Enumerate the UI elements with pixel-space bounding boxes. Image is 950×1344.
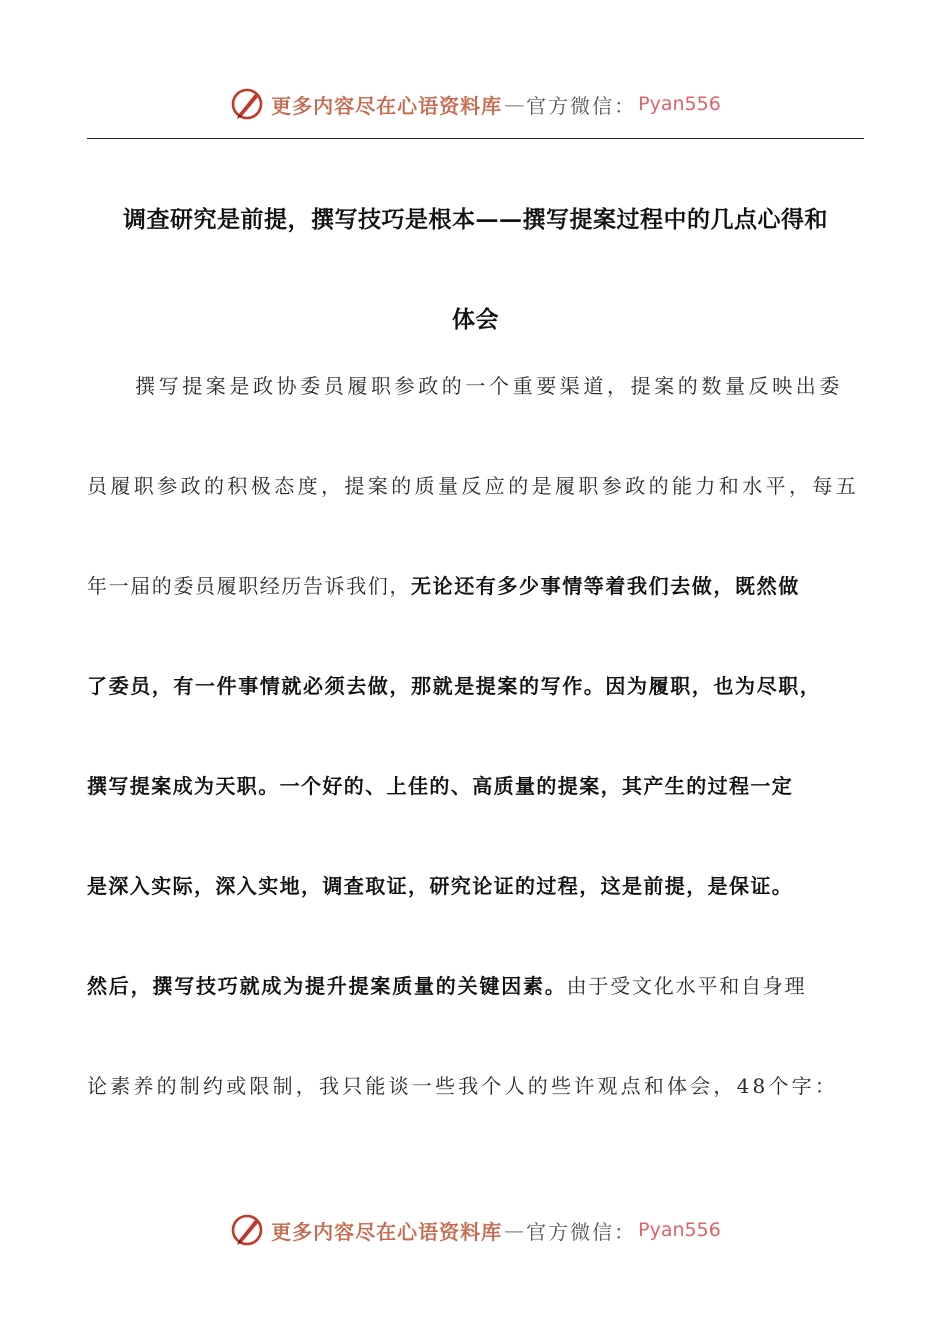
paragraph-line: 论素养的制约或限制，我只能谈一些我个人的些许观点和体会，48个字： [87, 1074, 839, 1098]
banner-wechat-id: Pyan556 [638, 93, 721, 115]
banner-wechat-label: 官方微信： [526, 93, 637, 118]
bold-text: 然后，撰写技巧就成为提升提案质量的关键因素。 [87, 974, 567, 998]
paragraph-line [87, 936, 864, 1036]
paragraph-line: 撰写提案是政协委员履职参政的一个重要渠道，提案的数量反映出委 [135, 374, 843, 398]
paragraph-line [87, 836, 864, 936]
bold-text: 撰写提案成为天职。一个好的、上佳的、高质量的提案，其产生的过程一定 [87, 774, 794, 798]
banner-text [271, 90, 721, 119]
bold-text: 了委员，有一件事情就必须去做，那就是提案的写作。因为履职，也为尽职， [87, 674, 822, 698]
banner-text [271, 1216, 721, 1245]
body-paragraph [87, 336, 864, 1136]
paragraph-line [87, 536, 864, 636]
banner-main-text: 更多内容尽在心语资料库 [271, 93, 503, 118]
banner-wechat-id: Pyan556 [638, 1219, 721, 1241]
bold-text: 是深入实际，深入实地，调查取证，研究论证的过程，这是前提，是保证。 [87, 874, 794, 898]
quill-logo-icon [229, 86, 265, 122]
paragraph-line [87, 736, 864, 836]
banner-dash: — [504, 92, 525, 116]
banner-dash: — [504, 1218, 525, 1242]
paragraph-line [87, 636, 864, 736]
normal-text: 年一届的委员履职经历告诉我们， [87, 574, 411, 598]
normal-text: 由于受文化水平和自身理 [566, 974, 807, 998]
quill-logo-icon [229, 1212, 265, 1248]
header-divider [87, 138, 864, 139]
footer-banner [0, 1210, 950, 1250]
bold-text: 无论还有多少事情等着我们去做，既然做 [411, 574, 800, 598]
banner-wechat-label: 官方微信： [526, 1219, 637, 1244]
banner-main-text: 更多内容尽在心语资料库 [271, 1219, 503, 1244]
header-banner [0, 84, 950, 124]
title-line-1: 调查研究是前提，撰写技巧是根本——撰写提案过程中的几点心得和 [123, 206, 828, 233]
title-line-2: 体会 [452, 306, 499, 333]
paragraph-line: 员履职参政的积极态度，提案的质量反应的是履职参政的能力和水平，每五 [87, 474, 860, 498]
